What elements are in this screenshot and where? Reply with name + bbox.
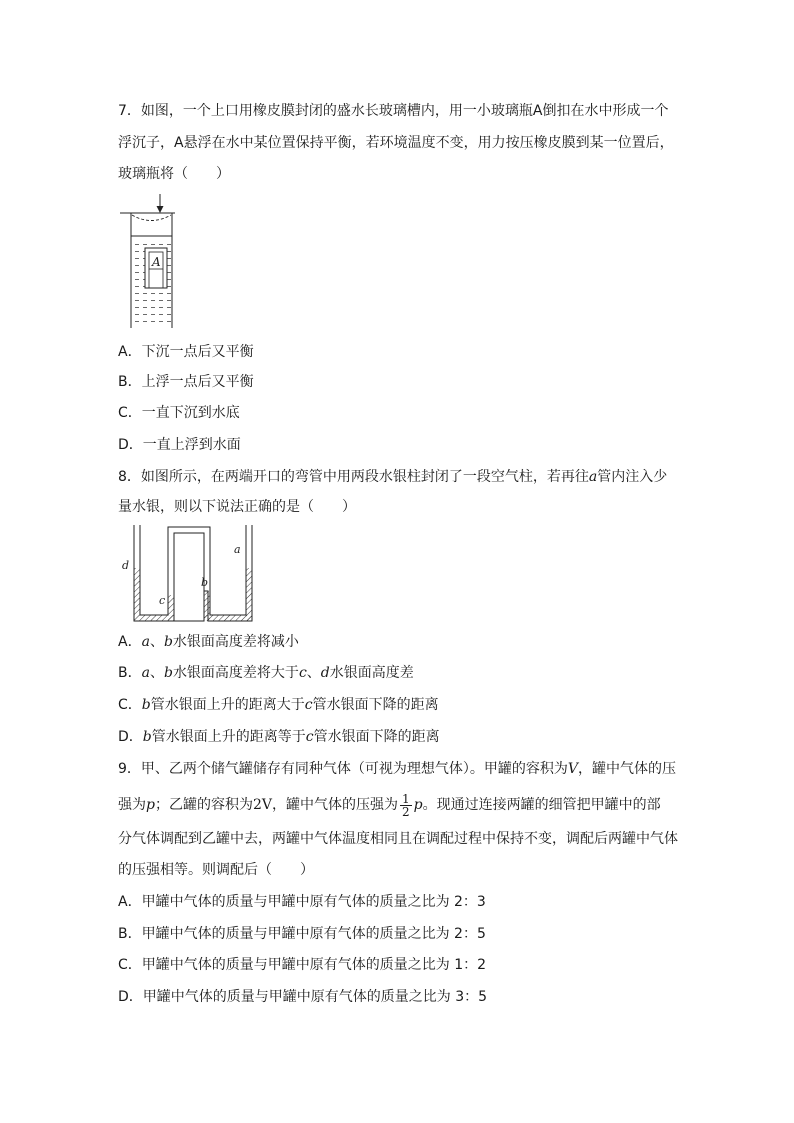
q7-text-line3: 玻璃瓶将（ ） — [118, 166, 230, 182]
q8-option-a-sep: 、 — [149, 634, 164, 650]
q8-option-b — [118, 663, 414, 683]
q9-line2-mid: ；乙罐的容积为 — [154, 797, 253, 813]
q7-cartesian-diver-figure — [118, 192, 178, 332]
q8-option-c-var2: c — [304, 697, 313, 713]
q9-fraction-numerator: 1 — [402, 791, 410, 806]
q7-text-line2: 浮沉子，A悬浮在水中某位置保持平衡，若环境温度不变，用力按压橡皮膜到某一位置后， — [118, 135, 674, 151]
q9-text-line4: 的压强相等。则调配后（ ） — [118, 862, 314, 878]
q8-option-c-text2: 管水银面下降的距离 — [312, 697, 439, 713]
q8-option-c-prefix: C． — [118, 697, 142, 713]
q8-label-a: a — [234, 543, 241, 556]
q8-line1-var: a — [588, 469, 598, 485]
q9-line2-mid2: ，罐中气体的压强为 — [272, 797, 398, 813]
q8-option-b-sep2: 、 — [306, 665, 321, 681]
q9-option-a: A．甲罐中气体的质量与甲罐中原有气体的质量之比为 2：3 — [118, 894, 486, 910]
q8-option-d — [118, 727, 440, 747]
q8-option-b-sep: 、 — [149, 665, 164, 681]
q8-option-a-var1: a — [141, 634, 150, 650]
q8-option-d-text1: 管水银面上升的距离等于 — [151, 729, 306, 745]
q8-option-b-prefix: B． — [118, 665, 142, 681]
q8-option-d-text2: 管水银面下降的距离 — [313, 729, 440, 745]
q9-line1-pre: 9．甲、乙两个储气罐储存有同种气体（可视为理想气体）。甲罐的容积为 — [118, 761, 568, 777]
q9-fraction — [400, 793, 412, 818]
q9-text-line2 — [118, 791, 661, 819]
q8-option-c — [118, 695, 439, 715]
q8-option-b-text1: 水银面高度差将大于 — [172, 665, 299, 681]
q7-option-d: D．一直上浮到水面 — [118, 437, 241, 453]
q8-option-d-var2: c — [305, 729, 314, 745]
q8-text-line1 — [118, 467, 667, 487]
q9-option-b: B．甲罐中气体的质量与甲罐中原有气体的质量之比为 2：5 — [118, 926, 486, 942]
q7-option-b: B．上浮一点后又平衡 — [118, 374, 254, 390]
q8-bent-tube-figure — [118, 523, 258, 627]
q8-option-c-text1: 管水银面上升的距离大于 — [150, 697, 305, 713]
q9-text-line3: 分气体调配到乙罐中去，两罐中气体温度相同且在调配过程中保持不变，调配后两罐中气体 — [118, 831, 678, 847]
q8-option-b-var1: a — [141, 665, 150, 681]
q9-line2-var1: p — [146, 797, 155, 813]
q9-line1-var: V — [567, 761, 579, 777]
q8-option-b-var2: b — [163, 665, 173, 681]
q8-label-d: d — [122, 559, 130, 572]
q9-line2-var2: 2V — [252, 797, 272, 813]
q9-option-d: D．甲罐中气体的质量与甲罐中原有气体的质量之比为 3：5 — [118, 989, 488, 1005]
q8-option-c-var1: b — [141, 697, 151, 713]
q8-option-b-var4: d — [320, 665, 330, 681]
q8-label-b: b — [201, 576, 209, 589]
q8-line1-pre: 8．如图所示，在两端开口的弯管中用两段水银柱封闭了一段空气柱，若再往 — [118, 469, 589, 485]
q9-text-line1 — [118, 759, 676, 779]
q9-line2-var3: p — [413, 797, 423, 813]
q8-option-b-text2: 水银面高度差 — [329, 665, 414, 681]
q8-line1-post: 管内注入少 — [597, 469, 668, 485]
q8-option-b-var3: c — [298, 665, 307, 681]
q8-option-a-prefix: A． — [118, 634, 142, 650]
q9-line2-post: 。现通过连接两罐的细管把甲罐中的部 — [422, 797, 661, 813]
q9-line1-post: ，罐中气体的压 — [578, 761, 677, 777]
q8-option-d-prefix: D． — [118, 729, 143, 745]
q7-option-c: C．一直下沉到水底 — [118, 405, 240, 421]
q7-text-line1: 7．如图，一个上口用橡皮膜封闭的盛水长玻璃槽内，用一小玻璃瓶A倒扣在水中形成一个 — [118, 103, 669, 119]
q8-option-d-var1: b — [142, 729, 152, 745]
q8-option-a-text: 水银面高度差将减小 — [172, 634, 299, 650]
q9-fraction-denominator: 2 — [402, 804, 410, 819]
q9-option-c: C．甲罐中气体的质量与甲罐中原有气体的质量之比为 1：2 — [118, 957, 487, 973]
q8-option-a — [118, 632, 299, 652]
q7-option-a: A．下沉一点后又平衡 — [118, 344, 254, 360]
q8-label-c: c — [159, 594, 166, 607]
q9-line2-pre: 强为 — [118, 797, 146, 813]
q7-figure-label-a: A — [152, 255, 161, 269]
q8-text-line2: 量水银，则以下说法正确的是（ ） — [118, 499, 356, 515]
q8-option-a-var2: b — [163, 634, 173, 650]
